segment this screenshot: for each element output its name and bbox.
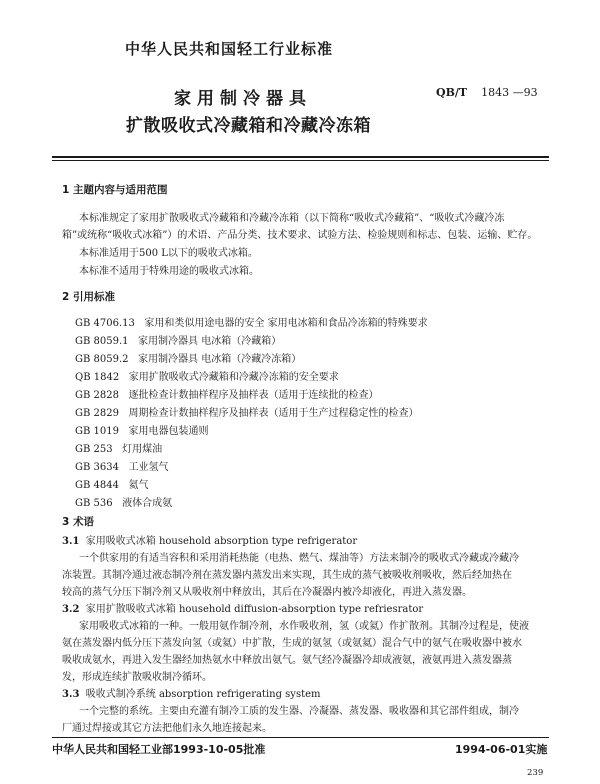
top-rule-thin (52, 160, 549, 161)
footer-rule (52, 737, 549, 738)
standard-code: QB/T 1843 —93 (436, 86, 538, 99)
term-definition-line: 发，形成连续扩散吸收制冷循环。 (62, 672, 212, 683)
approval-statement: 中华人民共和国轻工业部1993-10-05批准 (52, 743, 266, 756)
section-2-heading: 2 引用标准 (62, 291, 115, 303)
term-definition-line: 较高的蒸气分压下制冷剂又从吸收剂中释放出，其后在冷凝器内被冷却液化，再进入蒸发器。 (62, 587, 472, 598)
section-1-paragraph-line: 本标准规定了家用扩散吸收式冷藏箱和冷藏冷冻箱（以下简称“吸收式冷藏箱”、“吸收式冷藏冷冻 (79, 213, 505, 224)
term-definition-line: 一个完整的系统。主要由充灌有制冷工质的发生器、冷凝器、蒸发器、吸收器和其它部件组成，制冷 (79, 706, 519, 717)
reference-item: GB 2828 逐批检查计数抽样程序及抽样表（适用于连续批的检查） (75, 390, 379, 401)
implementation-date: 1994-06-01实施 (455, 743, 548, 756)
reference-item: GB 3634 工业氢气 (75, 462, 169, 473)
section-1-paragraph-line: 本标准不适用于特殊用途的吸收式冰箱。 (79, 266, 259, 277)
section-1-paragraph-line: 箱”或统称“吸收式冰箱”）的术语、产品分类、技术要求、试验方法、检验规则和标志、包装、运输、贮存。 (62, 230, 538, 241)
reference-item: GB 2829 周期检查计数抽样程序及抽样表（适用于生产过程稳定性的检查） (75, 408, 419, 419)
term-definition-line: 冻装置。其制冷通过液态制冷剂在蒸发器内蒸发出来实现，其生成的蒸气被吸收剂吸收，然后经加热在 (62, 570, 512, 581)
term-definition-line: 一个供家用的有适当容积和采用消耗热能（电热、燃气、煤油等）方法来制冷的吸收式冷藏或冷藏冷 (79, 553, 519, 564)
document-title-line1: 家用制冷器具 (174, 89, 312, 109)
reference-item: QB 1842 家用扩散吸收式冷藏箱和冷藏冷冻箱的安全要求 (75, 372, 339, 383)
term-definition-line: 家用吸收式冰箱的一种。一般用氨作制冷剂，水作吸收剂，氢（或氦）作扩散剂。其制冷过程是，使液 (79, 621, 529, 632)
section-1-heading: 1 主题内容与适用范围 (62, 184, 168, 196)
page-number: 239 (527, 768, 544, 778)
term-heading: 3.3 吸收式制冷系统 absorption refrigerating system (62, 689, 321, 700)
reference-item: GB 253 灯用煤油 (75, 444, 163, 455)
term-definition-line: 吸收成氨水，再进入发生器经加热氨水中释放出氨气。氨气经冷凝器冷却成液氨，液氨再进入蒸发器蒸 (62, 655, 512, 666)
reference-item: GB 1019 家用电器包装通则 (75, 426, 209, 437)
standard-type-header: 中华人民共和国轻工行业标准 (125, 40, 334, 58)
section-1-paragraph-line: 本标准适用于500 L以下的吸收式冰箱。 (79, 248, 258, 259)
top-rule-thick (52, 156, 549, 158)
reference-item: GB 536 液体合成氨 (75, 498, 173, 509)
term-definition-line: 氨在蒸发器内低分压下蒸发向氢（或氦）中扩散，生成的氨氢（或氨氦）混合气中的氨气在吸收器中被水 (62, 638, 522, 649)
document-title-line2: 扩散吸收式冷藏箱和冷藏冷冻箱 (126, 116, 371, 136)
reference-item: GB 4706.13 家用和类似用途电器的安全 家用电冰箱和食品冷冻箱的特殊要求 (75, 318, 428, 329)
reference-item: GB 8059.2 家用制冷器具 电冰箱（冷藏冷冻箱） (75, 354, 302, 365)
term-heading: 3.1 家用吸收式冰箱 household absorption type refrigerator (62, 536, 358, 547)
term-definition-line: 厂通过焊接或其它方法把他们永久地连接起来。 (62, 723, 272, 734)
term-heading: 3.2 家用扩散吸收式冰箱 household diffusion-absorption type refriesrator (62, 604, 424, 615)
reference-item: GB 8059.1 家用制冷器具 电冰箱（冷藏箱） (75, 336, 282, 347)
section-3-heading: 3 术语 (62, 516, 94, 528)
reference-item: GB 4844 氦气 (75, 480, 149, 491)
